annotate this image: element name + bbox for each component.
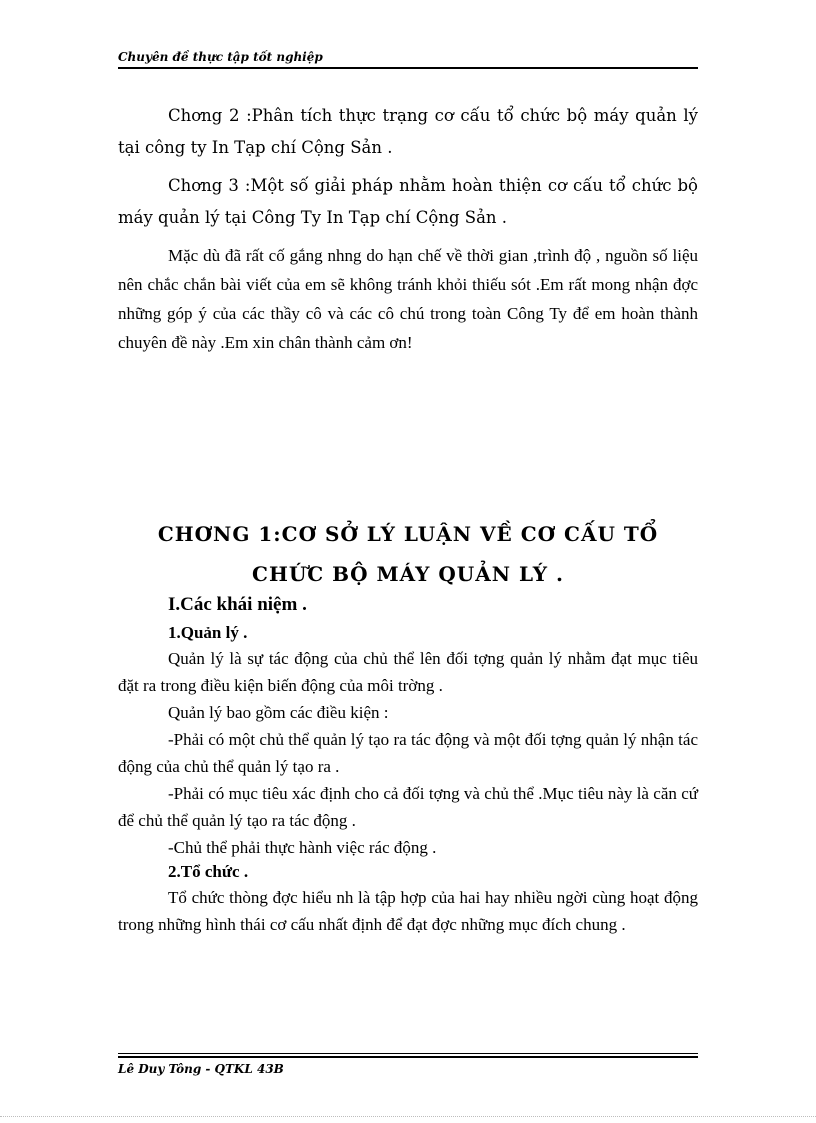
chapter-title bbox=[118, 514, 698, 594]
management-paragraphs bbox=[118, 645, 698, 861]
paragraph: -Phải có mục tiêu xác định cho cả đối tợng và chủ thể .Mục tiêu này là căn cứ để chủ thể quản lý tạo ra tác động . bbox=[118, 784, 698, 830]
page-footer: Lê Duy Tông - QTKL 43B bbox=[118, 1062, 284, 1076]
intro-chapter-3-text: Chơng 3 :Một số giải pháp nhằm hoàn thiện cơ cấu tổ chức bộ máy quản lý tại Công Ty In Tạp chí Cộng Sản . bbox=[118, 176, 698, 227]
intro-chapter-2 bbox=[118, 100, 698, 164]
chapter-title-line-2: CHỨC BỘ MÁY QUẢN LÝ . bbox=[252, 562, 564, 586]
subsection-heading-organization: 2.Tổ chức . bbox=[168, 862, 249, 881]
organization-paragraphs bbox=[118, 884, 698, 938]
section-heading: I.Các khái niệm . bbox=[168, 594, 307, 615]
page-edge-divider bbox=[0, 1116, 816, 1117]
subsection-heading-management: 1.Quản lý . bbox=[168, 623, 248, 642]
chapter-title-line-1: CHƠNG 1:CƠ SỞ LÝ LUẬN VỀ CƠ CẤU TỔ bbox=[157, 522, 659, 546]
paragraph: Tổ chức thòng đợc hiểu nh là tập hợp của hai hay nhiều ngời cùng hoạt động trong những hình thái cơ cấu nhất định để đạt đợc những mục đích chung . bbox=[118, 888, 698, 934]
intro-chapter-3 bbox=[118, 170, 698, 234]
intro-chapter-2-text: Chơng 2 :Phân tích thực trạng cơ cấu tổ chức bộ máy quản lý tại công ty In Tạp chí Cộng Sản . bbox=[118, 106, 698, 157]
intro-closing-text: Mặc dù đã rất cố gắng nhng do hạn chế về thời gian ,trình độ , nguồn số liệu nên chắc chắn bài viết của em sẽ không tránh khỏi thiếu sót .Em rất mong nhận đợc những góp ý của các thầy cô và các cô chú trong toàn Công Ty để em hoàn thành chuyên đề này .Em xin chân thành cảm ơn! bbox=[118, 246, 698, 352]
header-rule bbox=[118, 67, 698, 69]
paragraph: Quản lý là sự tác động của chủ thể lên đối tợng quản lý nhằm đạt mục tiêu đặt ra trong điều kiện biến động của môi trờng . bbox=[118, 649, 698, 695]
paragraph: -Phải có một chủ thể quản lý tạo ra tác động và một đối tợng quản lý nhận tác động của chủ thể quản lý tạo ra . bbox=[118, 730, 698, 776]
footer-rule bbox=[118, 1053, 698, 1054]
footer-rule bbox=[118, 1056, 698, 1058]
paragraph: Quản lý bao gồm các điều kiện : bbox=[168, 703, 389, 722]
paragraph: -Chủ thể phải thực hành việc rác động . bbox=[168, 838, 437, 857]
page-header: Chuyên đề thực tập tốt nghiệp bbox=[118, 50, 323, 64]
intro-closing bbox=[118, 241, 698, 357]
